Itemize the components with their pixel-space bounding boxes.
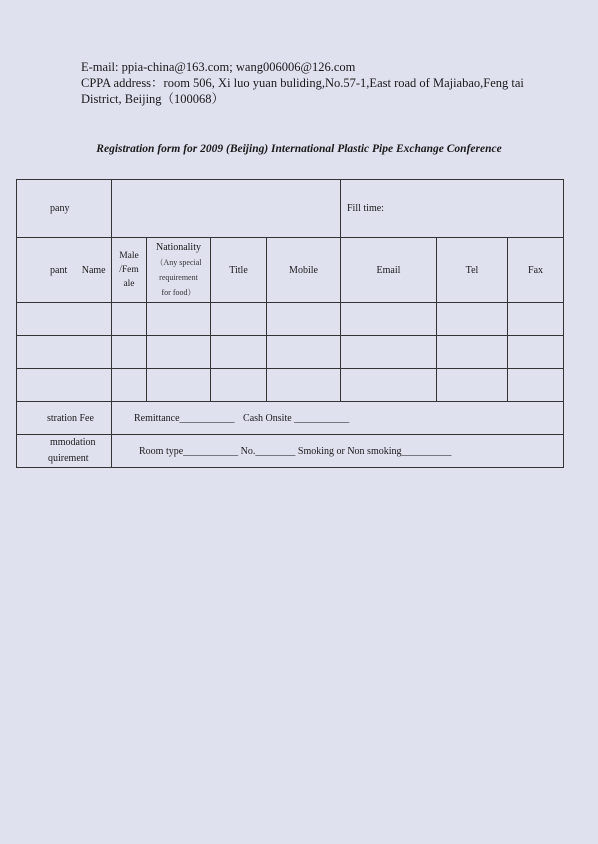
fill-time-cell[interactable] xyxy=(341,180,564,238)
cash-onsite-option[interactable]: Cash Onsite ___________ xyxy=(243,412,350,424)
table-row xyxy=(17,369,564,402)
gender-label-2: /Fem xyxy=(119,265,139,275)
cell-input[interactable] xyxy=(267,303,341,336)
accommodation-row xyxy=(17,435,564,468)
cell-input[interactable] xyxy=(437,369,508,402)
tel-header: Tel xyxy=(437,238,508,303)
nationality-note-1: （Any special xyxy=(155,257,202,267)
cell-input[interactable] xyxy=(147,336,211,369)
cell-input[interactable] xyxy=(17,336,112,369)
registration-fee-options[interactable] xyxy=(112,402,564,435)
address-line-1: CPPA address：room 506, Xi luo yuan buliding,No.57-1,East road of Majiabao,Feng tai xyxy=(81,76,524,90)
cell-input[interactable] xyxy=(341,336,437,369)
header-row xyxy=(17,238,564,303)
cell-input[interactable] xyxy=(112,303,147,336)
cell-input[interactable] xyxy=(341,303,437,336)
participant-name-header xyxy=(17,238,112,303)
email-header: Email xyxy=(341,238,437,303)
gender-label-1: Male xyxy=(119,251,139,261)
name-label: Name xyxy=(81,264,106,276)
cell-input[interactable] xyxy=(112,369,147,402)
cell-input[interactable] xyxy=(341,369,437,402)
registration-fee-label-cell xyxy=(17,402,112,435)
participant-label: pant xyxy=(50,264,68,276)
cell-input[interactable] xyxy=(508,369,564,402)
table-row xyxy=(17,336,564,369)
accommodation-label-1: mmodation xyxy=(50,437,96,448)
email-line: E-mail: ppia-china@163.com; wang006006@126.com xyxy=(81,60,356,74)
company-input-cell[interactable] xyxy=(112,180,341,238)
cell-input[interactable] xyxy=(508,303,564,336)
cell-input[interactable] xyxy=(17,369,112,402)
nationality-note-3: for food） xyxy=(161,287,196,297)
gender-header xyxy=(112,238,147,303)
mobile-header: Mobile xyxy=(267,238,341,303)
cell-input[interactable] xyxy=(437,303,508,336)
accommodation-details[interactable]: Room type___________ No.________ Smoking or Non smoking__________ xyxy=(112,435,564,468)
company-label: pany xyxy=(50,203,70,214)
cell-input[interactable] xyxy=(211,369,267,402)
nationality-note-2: requirement xyxy=(159,272,198,282)
gender-label-3: ale xyxy=(123,279,135,289)
fax-header: Fax xyxy=(508,238,564,303)
nationality-header xyxy=(147,238,211,303)
registration-table xyxy=(16,179,564,468)
cell-input[interactable] xyxy=(211,303,267,336)
cell-input[interactable] xyxy=(508,336,564,369)
cell-input[interactable] xyxy=(211,336,267,369)
registration-fee-row xyxy=(17,402,564,435)
cell-input[interactable] xyxy=(267,369,341,402)
title-header: Title xyxy=(211,238,267,303)
cell-input[interactable] xyxy=(112,336,147,369)
contact-info xyxy=(81,59,524,107)
remittance-option[interactable]: Remittance___________ xyxy=(134,412,235,424)
cell-input[interactable] xyxy=(17,303,112,336)
cell-input[interactable] xyxy=(147,303,211,336)
cell-input[interactable] xyxy=(147,369,211,402)
table-row xyxy=(17,303,564,336)
cell-input[interactable] xyxy=(437,336,508,369)
accommodation-label-cell xyxy=(17,435,112,468)
address-line-2: District, Beijing（100068） xyxy=(81,92,225,106)
nationality-label: Nationality xyxy=(156,241,201,253)
company-row xyxy=(17,180,564,238)
fill-time-label: Fill time: xyxy=(347,203,384,214)
cell-input[interactable] xyxy=(267,336,341,369)
registration-fee-label: stration Fee xyxy=(47,412,94,424)
form-title: Registration form for 2009 (Beijing) International Plastic Pipe Exchange Conference xyxy=(96,143,502,155)
company-label-cell xyxy=(17,180,112,238)
accommodation-label-2: quirement xyxy=(48,453,89,464)
